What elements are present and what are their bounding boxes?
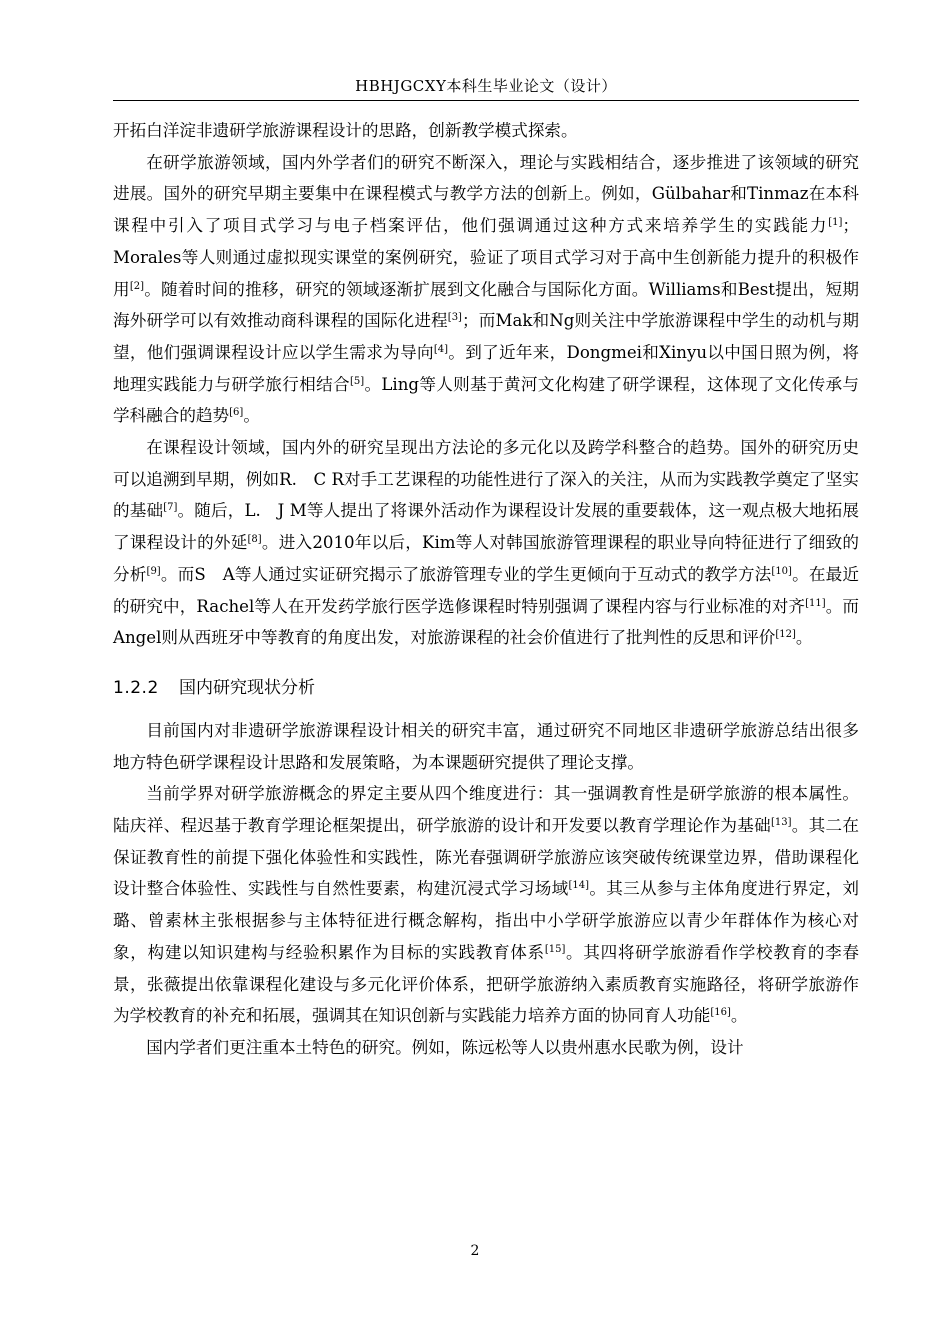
text-run: ；Morales等人则通过虚拟现实课堂的案例研究，验证了项目式学习对于高中生创新能力提升的积极作用 (113, 216, 859, 299)
citation-9: [9] (146, 565, 161, 577)
section-heading (113, 673, 859, 704)
citation-10: [10] (771, 565, 792, 577)
text-run: 。 (795, 628, 813, 648)
text-run: 。进入2010年以后，Kim等人对韩国旅游管理课程的职业导向特征进行了细致的分析 (113, 533, 860, 584)
paragraph-concept-definition (113, 778, 859, 1032)
text-run: 在研学旅游领域，国内外学者们的研究不断深入，理论与实践相结合，逐步推进了该领域的研究进展。国外的研究早期主要集中在课程模式与教学方法的创新上。例如，Gülbahar和Tinmaz在本科课程中引入了项目式学习与电子档案评估，他们强调通过这种方式来培养学生的实践能力 (113, 152, 859, 236)
text-run: 。 (730, 1006, 748, 1026)
citation-11: [11] (805, 597, 826, 609)
text-run: 。随着时间的推移，研究的领域逐渐扩展到文化融合与国际化方面。Williams和Best提出，短期海外研学可以有效推动商科课程的国际化进程 (113, 279, 859, 331)
section-title: 国内研究现状分析 (179, 677, 315, 698)
header-rule (113, 100, 859, 101)
paragraph-domestic-overview (113, 715, 859, 778)
citation-13: [13] (770, 817, 792, 829)
page-header: HBHJGCXY本科生毕业论文（设计） (355, 77, 617, 95)
text-run: 。到了近年来，Dongmei和Xinyu以中国日照为例，将地理实践能力与研学旅行相结合 (113, 342, 859, 394)
text-run: 目前国内对非遗研学旅游课程设计相关的研究丰富，通过研究不同地区非遗研学旅游总结出很多地方特色研学课程设计思路和发展策略，为本课题研究提供了理论支撑。 (113, 720, 859, 772)
citation-8: [8] (247, 534, 262, 546)
citation-2: [2] (129, 280, 144, 292)
body-text (113, 115, 859, 1064)
text-run: 在课程设计领域，国内外的研究呈现出方法论的多元化以及跨学科整合的趋势。国外的研究历史可以追溯到早期，例如R. C R对手工艺课程的功能性进行了深入的关注，从而为实践教学奠定了坚实的基础 (113, 438, 859, 521)
citation-12: [12] (775, 629, 796, 641)
text-run: 。在最近的研究中，Rachel等人在开发药学旅行医学选修课程时特别强调了课程内容与行业标准的对齐 (113, 564, 860, 616)
citation-16: [16] (710, 1007, 731, 1019)
text-run: 。其四将研学旅游看作学校教育的李春景，张薇提出依靠课程化建设与多元化评价体系，把研学旅游纳入素质教育实施路径，将研学旅游作为学校教育的补充和拓展，强调其在知识创新与实践能力培养方面的协同育人功能 (113, 942, 860, 1026)
citation-3: [3] (447, 312, 462, 324)
paragraph-foreign-research-travel (113, 147, 859, 432)
citation-7: [7] (163, 502, 178, 514)
citation-15: [15] (544, 943, 566, 955)
text-run: 。而Angel则从西班牙中等教育的角度出发，对旅游课程的社会价值进行了批判性的反思和评价 (113, 596, 859, 648)
text-run: 国内学者们更注重本土特色的研究。例如，陈远松等人以贵州惠水民歌为例，设计 (146, 1037, 744, 1057)
citation-1: [1] (828, 217, 843, 229)
page-number: 2 (470, 1243, 480, 1259)
text-run: 。 (243, 406, 260, 426)
text-run: 。随后，L. J M等人提出了将课外活动作为课程设计发展的重要载体，这一观点极大地拓展了课程设计的外延 (113, 501, 860, 553)
paragraph-continuation (113, 115, 859, 147)
text-run: 当前学界对研学旅游概念的界定主要从四个维度进行：其一强调教育性是研学旅游的根本属性。陆庆祥、程迟基于教育学理论框架提出，研学旅游的设计和开发要以教育学理论作为基础 (113, 784, 859, 836)
citation-4: [4] (433, 343, 449, 355)
paragraph-curriculum-design (113, 432, 859, 654)
text-run: 。而S A等人通过实证研究揭示了旅游管理专业的学生更倾向于互动式的教学方法 (160, 564, 772, 584)
text-run: 。其二在保证教育性的前提下强化体验性和实践性，陈光春强调研学旅游应该突破传统课堂边界，借助课程化设计整合体验性、实践性与自然性要素，构建沉浸式学习场域 (113, 816, 860, 899)
section-number: 1.2.2 (113, 677, 159, 698)
paragraph-local-features (113, 1032, 859, 1064)
citation-6: [6] (229, 407, 244, 419)
citation-5: [5] (349, 375, 365, 387)
citation-14: [14] (568, 880, 590, 892)
text-run: 开拓白洋淀非遗研学旅游课程设计的思路，创新教学模式探索。 (113, 121, 578, 140)
text-run: 。Ling等人则基于黄河文化构建了研学课程，这体现了文化传承与学科融合的趋势 (113, 374, 860, 426)
text-run: ；而Mak和Ng则关注中学旅游课程中学生的动机与期望，他们强调课程设计应以学生需求为导向 (113, 311, 859, 362)
text-run: 。其三从参与主体角度进行界定，刘璐、曾素林主张根据参与主体特征进行概念解构，指出中小学研学旅游应以青少年群体作为核心对象，构建以知识建构与经验积累作为目标的实践教育体系 (113, 879, 860, 962)
